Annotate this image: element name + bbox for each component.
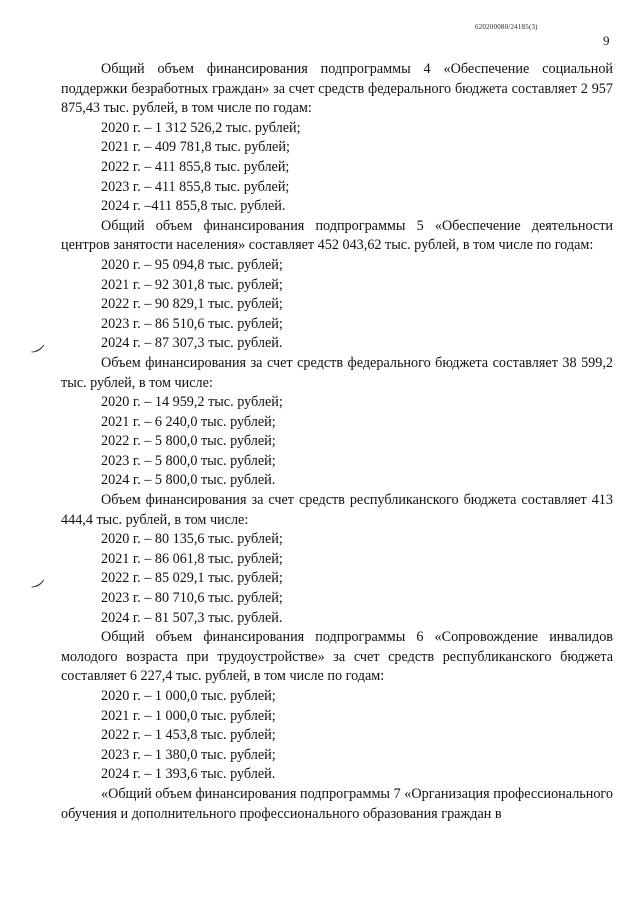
paragraph-subprogram-5: Общий объем финансирования подпрограммы 5 «Обеспечение деятельности центров занятости населения» составляет 452 043,62 тыс. рублей, в том числе по годам: [61, 217, 613, 254]
paragraph-subprogram-4: Общий объем финансирования подпрограммы 4 «Обеспечение социальной поддержки безработных граждан» за счет средств федерального бюджета составляет 2 957 875,43 тыс. рублей, в том числе по годам: [61, 61, 613, 117]
funding-line: 2021 г. – 86 061,8 тыс. рублей; [101, 550, 283, 567]
paragraph-republican-budget: Объем финансирования за счет средств республиканского бюджета составляет 413 444,4 тыс. рублей, в том числе: [61, 492, 613, 528]
funding-line: 2023 г. – 1 380,0 тыс. рублей; [101, 746, 276, 763]
funding-line: 2023 г. – 80 710,6 тыс. рублей; [101, 590, 283, 607]
funding-line: 2024 г. – 1 393,6 тыс. рублей. [101, 766, 276, 783]
paragraph-subprogram-7: «Общий объем финансирования подпрограммы 7 «Организация профессионального обучения и дополнительного профессионального образования граждан в [61, 785, 613, 822]
document-body [61, 60, 613, 824]
document-id: 620200080/24185(3) [475, 23, 538, 31]
funding-line: 2020 г. – 14 959,2 тыс. рублей; [101, 394, 283, 411]
funding-line: 2022 г. – 90 829,1 тыс. рублей; [101, 296, 283, 313]
funding-line: 2024 г. – 5 800,0 тыс. рублей. [101, 472, 276, 489]
funding-line: 2020 г. – 1 312 526,2 тыс. рублей; [101, 119, 301, 136]
funding-line: 2023 г. – 5 800,0 тыс. рублей; [101, 452, 276, 469]
funding-line: 2024 г. – 87 307,3 тыс. рублей. [101, 335, 283, 352]
funding-line: 2024 г. –411 855,8 тыс. рублей. [101, 198, 286, 215]
funding-line: 2022 г. – 411 855,8 тыс. рублей; [101, 158, 290, 175]
funding-line: 2021 г. – 1 000,0 тыс. рублей; [101, 707, 276, 724]
funding-line: 2020 г. – 1 000,0 тыс. рублей; [101, 688, 276, 704]
pen-tick-mark-icon: ‿ [24, 567, 45, 590]
funding-line: 2024 г. – 81 507,3 тыс. рублей. [101, 609, 283, 626]
paragraph-subprogram-6: Общий объем финансирования подпрограммы 6 «Сопровождение инвалидов молодого возраста при трудоустройстве» за счет средств республиканского бюджета составляет 6 227,4 тыс. рублей, в том числе по годам: [61, 629, 613, 685]
funding-line: 2020 г. – 95 094,8 тыс. рублей; [101, 256, 283, 273]
funding-line: 2021 г. – 6 240,0 тыс. рублей; [101, 413, 276, 430]
funding-line: 2022 г. – 85 029,1 тыс. рублей; [101, 570, 283, 587]
paragraph-federal-budget: Объем финансирования за счет средств федерального бюджета составляет 38 599,2 тыс. рублей, в том числе: [61, 354, 613, 391]
page-number: 9 [603, 33, 610, 48]
funding-line: 2020 г. – 80 135,6 тыс. рублей; [101, 531, 283, 548]
funding-line: 2021 г. – 92 301,8 тыс. рублей; [101, 276, 283, 293]
funding-line: 2022 г. – 5 800,0 тыс. рублей; [101, 433, 276, 450]
funding-line: 2022 г. – 1 453,8 тыс. рублей; [101, 727, 276, 744]
funding-line: 2021 г. – 409 781,8 тыс. рублей; [101, 139, 290, 156]
funding-line: 2023 г. – 86 510,6 тыс. рублей; [101, 315, 283, 332]
funding-line: 2023 г. – 411 855,8 тыс. рублей; [101, 178, 290, 195]
pen-tick-mark-icon: ‿ [24, 332, 45, 355]
